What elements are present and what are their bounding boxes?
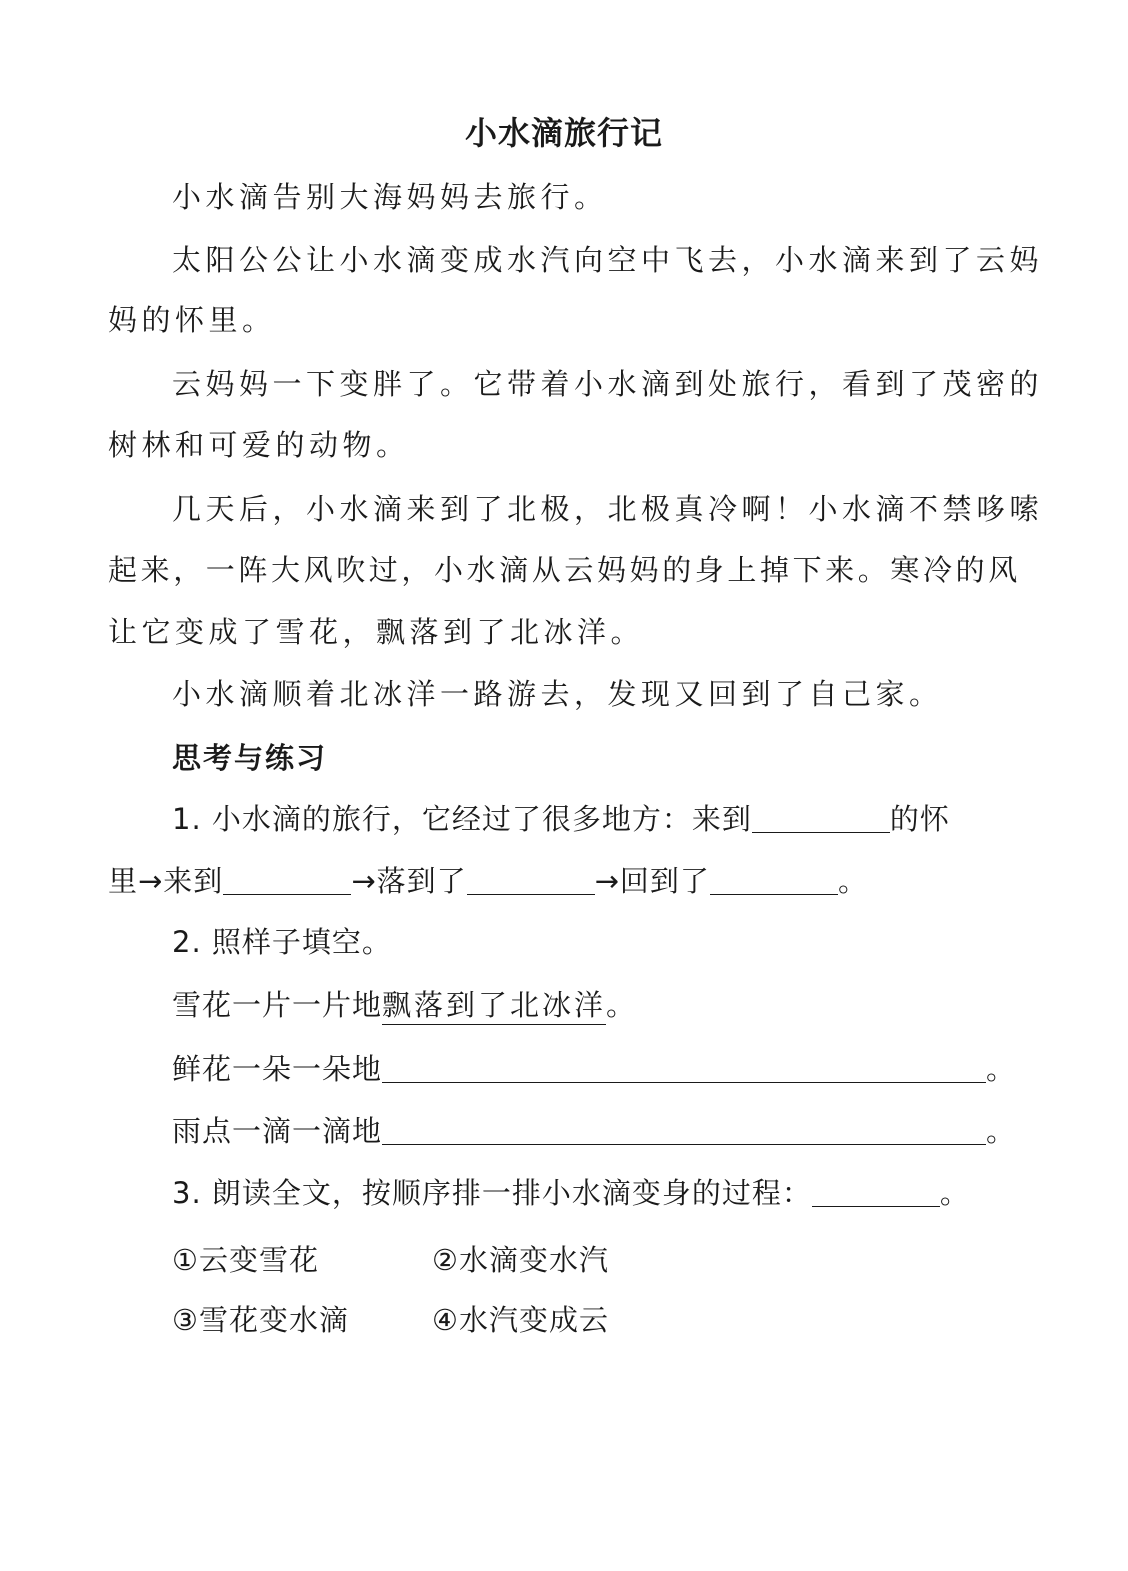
example-prefix: 雪花一片一片地 xyxy=(172,988,383,1022)
question-1-line-1 xyxy=(172,798,1020,839)
question-1-text-f: 。 xyxy=(837,864,868,898)
question-1-text-e: →回到了 xyxy=(594,864,710,898)
question-2-item-1 xyxy=(172,1048,1020,1089)
question-3-text: 3. 朗读全文，按顺序排一排小水滴变身的过程： xyxy=(172,1176,812,1210)
exercise-heading: 思考与练习 xyxy=(172,741,328,775)
item-2-prefix: 雨点一滴一滴地 xyxy=(172,1114,383,1148)
page-title: 小水滴旅行记 xyxy=(464,114,663,152)
question-2-text: 2. 照样子填空。 xyxy=(172,925,392,959)
item-1-period: 。 xyxy=(986,1052,1017,1086)
example-answer: 飘落到了北冰洋 xyxy=(382,988,606,1025)
option-3: ③雪花变水滴 xyxy=(172,1303,349,1337)
question-2-item-2 xyxy=(172,1110,1020,1151)
answer-blank-4[interactable] xyxy=(710,860,838,895)
question-1-text-c: 里→来到 xyxy=(108,864,224,898)
question-2-example xyxy=(172,985,1020,1025)
question-1-line-2 xyxy=(108,860,1020,901)
question-3-period: 。 xyxy=(939,1176,970,1210)
item-1-prefix: 鲜花一朵一朵地 xyxy=(172,1052,383,1086)
question-1-text: 1. 小水滴的旅行，它经过了很多地方：来到 xyxy=(172,802,752,836)
option-1: ①云变雪花 xyxy=(172,1243,319,1277)
story-paragraph-1: 小水滴告别大海妈妈去旅行。 xyxy=(172,180,608,214)
story-paragraph-3-line-1: 云妈妈一下变胖了。它带着小水滴到处旅行，看到了茂密的 xyxy=(172,367,1044,401)
item-2-period: 。 xyxy=(986,1114,1017,1148)
answer-blank-5[interactable] xyxy=(382,1048,986,1083)
story-paragraph-4-line-3: 让它变成了雪花，飘落到了北冰洋。 xyxy=(108,615,645,649)
answer-blank-1[interactable] xyxy=(752,798,890,833)
story-paragraph-2-line-1: 太阳公公让小水滴变成水汽向空中飞去，小水滴来到了云妈 xyxy=(172,243,1044,277)
question-1-text-d: →落到了 xyxy=(351,864,467,898)
story-paragraph-4-line-2: 起来，一阵大风吹过，小水滴从云妈妈的身上掉下来。寒冷的风 xyxy=(108,553,1021,587)
example-period: 。 xyxy=(606,988,637,1022)
answer-blank-6[interactable] xyxy=(382,1110,986,1145)
question-3-line xyxy=(172,1172,1020,1213)
option-2: ②水滴变水汽 xyxy=(432,1243,609,1277)
story-paragraph-3-line-2: 树林和可爱的动物。 xyxy=(108,428,410,462)
answer-blank-7[interactable] xyxy=(812,1172,940,1207)
story-paragraph-4-line-1: 几天后，小水滴来到了北极，北极真冷啊！小水滴不禁哆嗦 xyxy=(172,492,1044,526)
story-paragraph-2-line-2: 妈的怀里。 xyxy=(108,303,276,337)
answer-blank-3[interactable] xyxy=(467,860,595,895)
option-4: ④水汽变成云 xyxy=(432,1303,609,1337)
answer-blank-2[interactable] xyxy=(223,860,351,895)
story-paragraph-5: 小水滴顺着北冰洋一路游去，发现又回到了自己家。 xyxy=(172,677,943,711)
question-1-text-b: 的怀 xyxy=(889,802,950,836)
